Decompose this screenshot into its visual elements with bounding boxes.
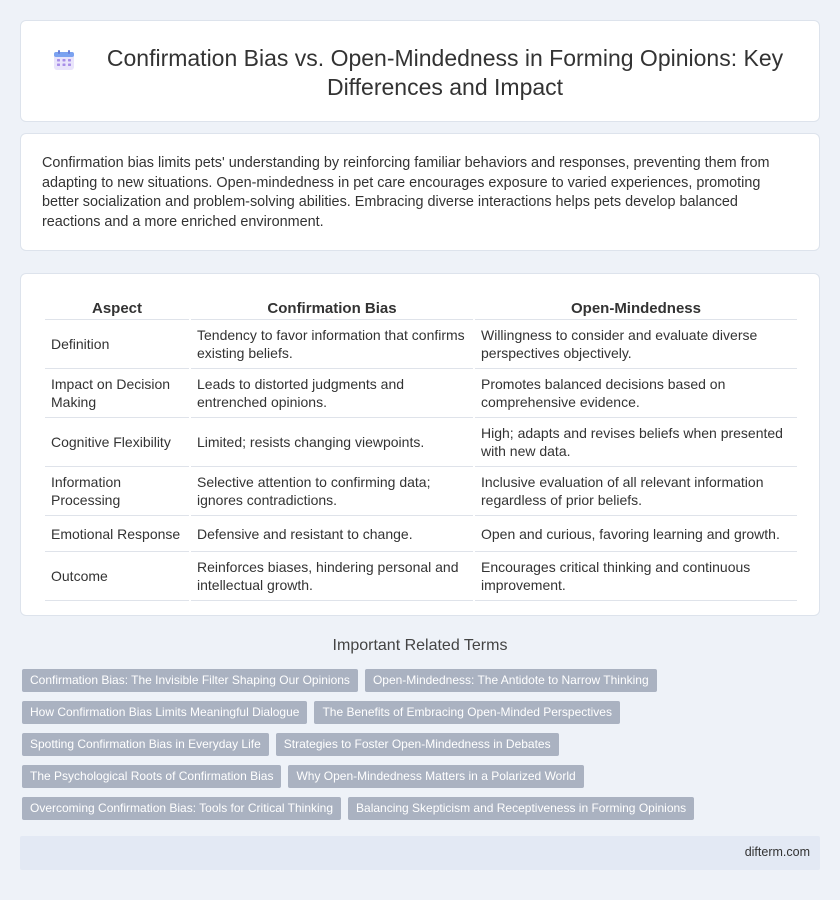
aspect-cell: Outcome [45,552,189,601]
footer [20,836,820,870]
aspect-cell: Cognitive Flexibility [45,418,189,467]
bias-cell: Limited; resists changing viewpoints. [191,418,473,467]
open-cell: Encourages critical thinking and continuous improvement. [475,552,797,601]
open-cell: Inclusive evaluation of all relevant information regardless of prior beliefs. [475,467,797,516]
header-aspect: Aspect [45,294,189,320]
related-term-link[interactable]: The Benefits of Embracing Open-Minded Perspectives [314,701,619,724]
related-term-link[interactable]: Balancing Skepticism and Receptiveness in Forming Opinions [348,797,694,820]
aspect-cell: Emotional Response [45,516,189,552]
related-term-link[interactable]: The Psychological Roots of Confirmation Bias [22,765,281,788]
bias-cell: Leads to distorted judgments and entrenched opinions. [191,369,473,418]
table-row [45,552,797,601]
page-title: Confirmation Bias vs. Open-Mindedness in Forming Opinions: Key Differences and Impact [106,45,784,100]
aspect-cell: Definition [45,320,189,369]
bias-cell: Selective attention to confirming data; ignores contradictions. [191,467,473,516]
table-row [45,369,797,418]
related-term-link[interactable]: Overcoming Confirmation Bias: Tools for Critical Thinking [22,797,341,820]
table-row [45,516,797,552]
header-confirmation-bias: Confirmation Bias [191,294,473,320]
site-name[interactable]: difterm.com [744,845,810,859]
table-row [45,467,797,516]
comparison-table [43,294,799,601]
bias-cell: Defensive and resistant to change. [191,516,473,552]
related-term-link[interactable]: Confirmation Bias: The Invisible Filter Shaping Our Opinions [22,669,358,692]
bias-cell: Tendency to favor information that confirms existing beliefs. [191,320,473,369]
related-term-link[interactable]: Strategies to Foster Open-Mindedness in Debates [276,733,559,756]
open-cell: Willingness to consider and evaluate diverse perspectives objectively. [475,320,797,369]
title-card [20,20,820,122]
bias-cell: Reinforces biases, hindering personal and intellectual growth. [191,552,473,601]
header-open-mindedness: Open-Mindedness [475,294,797,320]
intro-paragraph: Confirmation bias limits pets' understanding by reinforcing familiar behaviors and responses, preventing them from adapting to new situations. Open-mindedness in pet care encourages exposure to varied experiences, promoting better socialization and problem-solving abilities. Embracing diverse interactions helps pets develop balanced reactions and a more enriched environment. [42,155,770,230]
open-cell: High; adapts and revises beliefs when presented with new data. [475,418,797,467]
comparison-card [20,273,820,616]
open-cell: Promotes balanced decisions based on comprehensive evidence. [475,369,797,418]
table-row [45,418,797,467]
aspect-cell: Impact on Decision Making [45,369,189,418]
open-cell: Open and curious, favoring learning and growth. [475,516,797,552]
related-term-link[interactable]: Spotting Confirmation Bias in Everyday Life [22,733,269,756]
aspect-cell: Information Processing [45,467,189,516]
related-terms-heading: Important Related Terms [332,637,508,654]
table-header-row [45,294,797,320]
calendar-icon [52,48,76,72]
related-term-link[interactable]: How Confirmation Bias Limits Meaningful Dialogue [22,701,307,724]
intro-card [20,133,820,251]
table-row [45,320,797,369]
related-terms-list [22,669,782,820]
related-term-link[interactable]: Open-Mindedness: The Antidote to Narrow Thinking [365,669,657,692]
related-term-link[interactable]: Why Open-Mindedness Matters in a Polarized World [288,765,583,788]
